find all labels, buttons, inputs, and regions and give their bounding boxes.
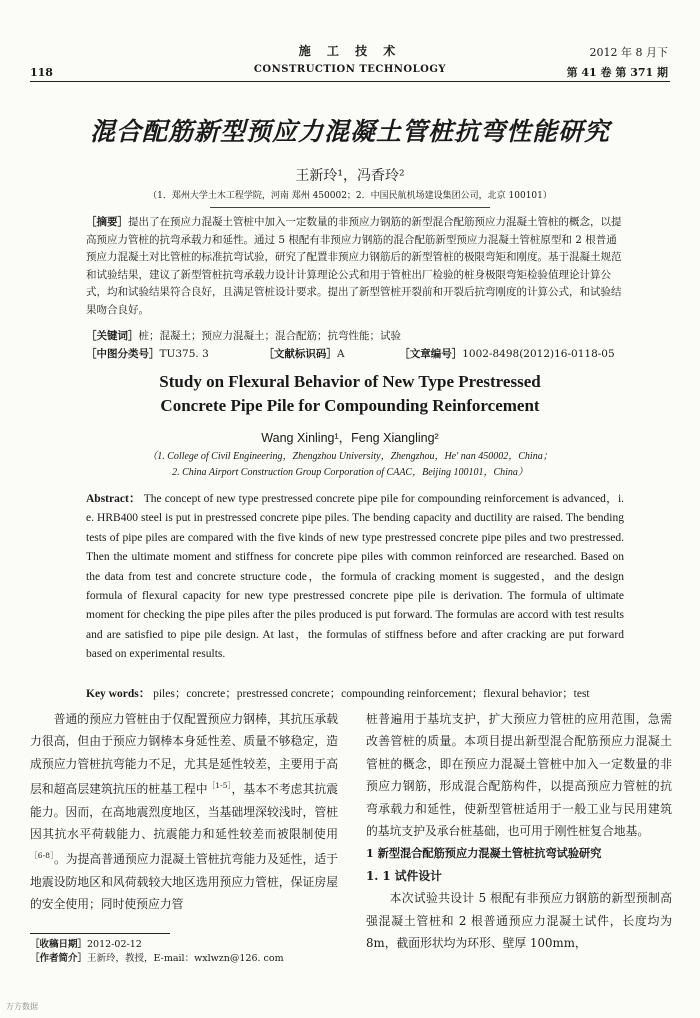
title-divider [210, 207, 490, 208]
issue-date: 2012 年 8 月下 [589, 46, 668, 59]
clc-tag: ［中图分类号］ [86, 348, 160, 360]
section-heading-1: 1 新型混合配筋预应力混凝土管桩抗弯试验研究 [366, 846, 602, 861]
abstract-en-text: The concept of new type prestressed concrete pipe pile for compounding reinforcement is advanced，i. e. HRB400 steel is put in prestressed concrete pipe piles. The bending capacity and ductility are raised. The bending tests of pipe piles are compared with the five kinds of new type prestressed concrete pipe piles and two prestressed. Then the ultimate moment and stiffness for concrete pipe piles with common reinforced are researched. Based on the data from test and concrete structure code，the formula of cracking moment is suggested，and the design formula of flexural capacity for new type prestressed concrete pipe pile is derivation. The formula of ultimate moment for checking the pipe piles after the piles produced is put forward. The formulas are accord with test results and are satisfied to pipe pile design. At last，the formulas of stiffness before and after cracking are put forward based on experimental results. [86, 493, 625, 661]
watermark: 万方数据 [6, 1002, 38, 1011]
citation: ［1-5］ [207, 781, 232, 791]
section-heading-1-1: 1. 1 试件设计 [366, 868, 442, 883]
affiliation-en-1: （1. College of Civil Engineering，Zhengzhou University，Zhengzhou，He' nan 450002，China； [147, 451, 553, 462]
journal-name-cn: 施 工 技 术 [298, 44, 402, 58]
volume-issue: 第 41 卷 第 371 期 [566, 66, 668, 79]
header-rule [30, 81, 670, 82]
journal-name-en: CONSTRUCTION TECHNOLOGY [253, 64, 447, 75]
paper-title-en-line1: Study on Flexural Behavior of New Type Prestressed [159, 372, 541, 391]
body-right-column [366, 708, 672, 954]
clc-value: TU375. 3 [159, 348, 209, 360]
abstract-cn-text: 提出了在预应力混凝土管桩中加入一定数量的非预应力钢筋的新型混合配筋预应力混凝土管桩的概念，以提高预应力管桩的抗弯承载力和延性。通过 5 根配有非预应力钢筋的混合配筋新型预应力混凝土管桩原型和 2 根普通预应力混凝土对比管桩的标准抗弯试验，研究了配置非预应力钢筋后的新型管桩的极限弯矩和刚度。基于混凝土规范和试验结果，建议了新型管桩抗弯承载力设计计算理论公式和用于管桩出厂检验的桩身极限弯矩检验值理论计算公式，均和试验结果符合良好，且满足管桩设计要求。提出了新型管桩开裂前和开裂后抗弯刚度的计算公式，和试验结果吻合良好。 [86, 216, 622, 316]
footnote-rule [30, 933, 170, 934]
abstract-en [86, 490, 624, 665]
body-paragraph-2: 本次试验共设计 5 根配有非预应力钢筋的新型预制高强混凝土管桩和 2 根普通预应力混凝土试件，长度均为 8m，截面形状均为环形、壁厚 100mm， [366, 891, 672, 951]
footnote-received [30, 938, 338, 952]
body-left-column [30, 708, 338, 916]
keywords-en-tag: Key words： [86, 688, 151, 700]
affiliation-cn: （1．郑州大学土木工程学院，河南 郑州 450002；2．中国民航机场建设集团公司，北京 100101） [148, 191, 552, 201]
keywords-cn-tag: ［关键词］ [86, 330, 139, 342]
citation: ［6-8］ [30, 851, 54, 861]
body-text: 普通的预应力管桩由于仅配置预应力钢棒，其抗压承载力很高，但由于预应力钢棒本身延性差、质量不够稳定，造成预应力管桩抗弯能力不足，尤其是延性较差，主要用于高层和超高层建筑抗压的桩基工程中 [30, 712, 338, 797]
article-no-value: 1002-8498(2012)16-0118-05 [462, 348, 615, 360]
page-number: 118 [30, 66, 53, 79]
paper-title-en-line2: Concrete Pipe Pile for Compounding Reinforcement [160, 396, 540, 415]
keywords-en-text: piles；concrete；prestressed concrete；compounding reinforcement；flexural behavior；test [153, 688, 590, 700]
author-bio: 王新玲，教授，E-mail：wxlwzn@126. com [87, 953, 284, 964]
paper-title-cn: 混合配筋新型预应力混凝土管桩抗弯性能研究 [89, 117, 610, 146]
footnote-author [30, 952, 338, 966]
authors-cn: 王新玲¹，冯香玲² [295, 168, 405, 184]
received-tag: ［收稿日期］ [30, 939, 88, 950]
body-text: ，基本不考虑其抗震能力。因而，在高地震烈度地区，当基础埋深较浅时，管桩因其抗水平荷载能力、抗震能力和延性较差而被限制使用 [30, 782, 338, 841]
doc-code-tag: ［文献标识码］ [263, 348, 337, 360]
body-paragraph-1 [30, 708, 338, 916]
doc-code-value: A [336, 348, 345, 360]
body-text: 。为提高普通预应力混凝土管桩抗弯能力及延性，适于地震设防地区和风荷载较大地区选用预应力管桩，保证房屋的安全使用；同时使预应力管 [30, 852, 338, 912]
affiliation-en-2: 2. China Airport Construction Group Corporation of CAAC，Beijing 100101，China） [172, 467, 528, 478]
classification-line [86, 346, 624, 364]
abstract-cn [86, 214, 624, 319]
body-paragraph-continued: 桩普遍用于基坑支护，扩大预应力管桩的应用范围，急需改善管桩的质量。本项目提出新型混合配筋预应力混凝土管桩的概念，即在预应力混凝土管桩中加入一定数量的非预应力钢筋，形成混合配筋构件，以提高预应力管桩的抗弯承载力和延性，使新型管桩适用于一般工业与民用建筑的基坑支护及承台桩基础，也可用于刚性桩复合地基。 [366, 712, 672, 839]
keywords-cn [86, 328, 624, 346]
received-date: 2012-02-12 [87, 939, 142, 950]
abstract-en-tag: Abstract： [86, 493, 141, 505]
authors-en: Wang Xinling¹，Feng Xiangling² [261, 431, 439, 445]
article-no-tag: ［文章编号］ [399, 348, 463, 360]
author-bio-tag: ［作者简介］ [30, 953, 88, 964]
keywords-cn-text: 桩；混凝土；预应力混凝土；混合配筋；抗弯性能；试验 [138, 330, 401, 342]
keywords-en [86, 685, 624, 701]
abstract-cn-tag: ［摘要］ [86, 216, 128, 228]
